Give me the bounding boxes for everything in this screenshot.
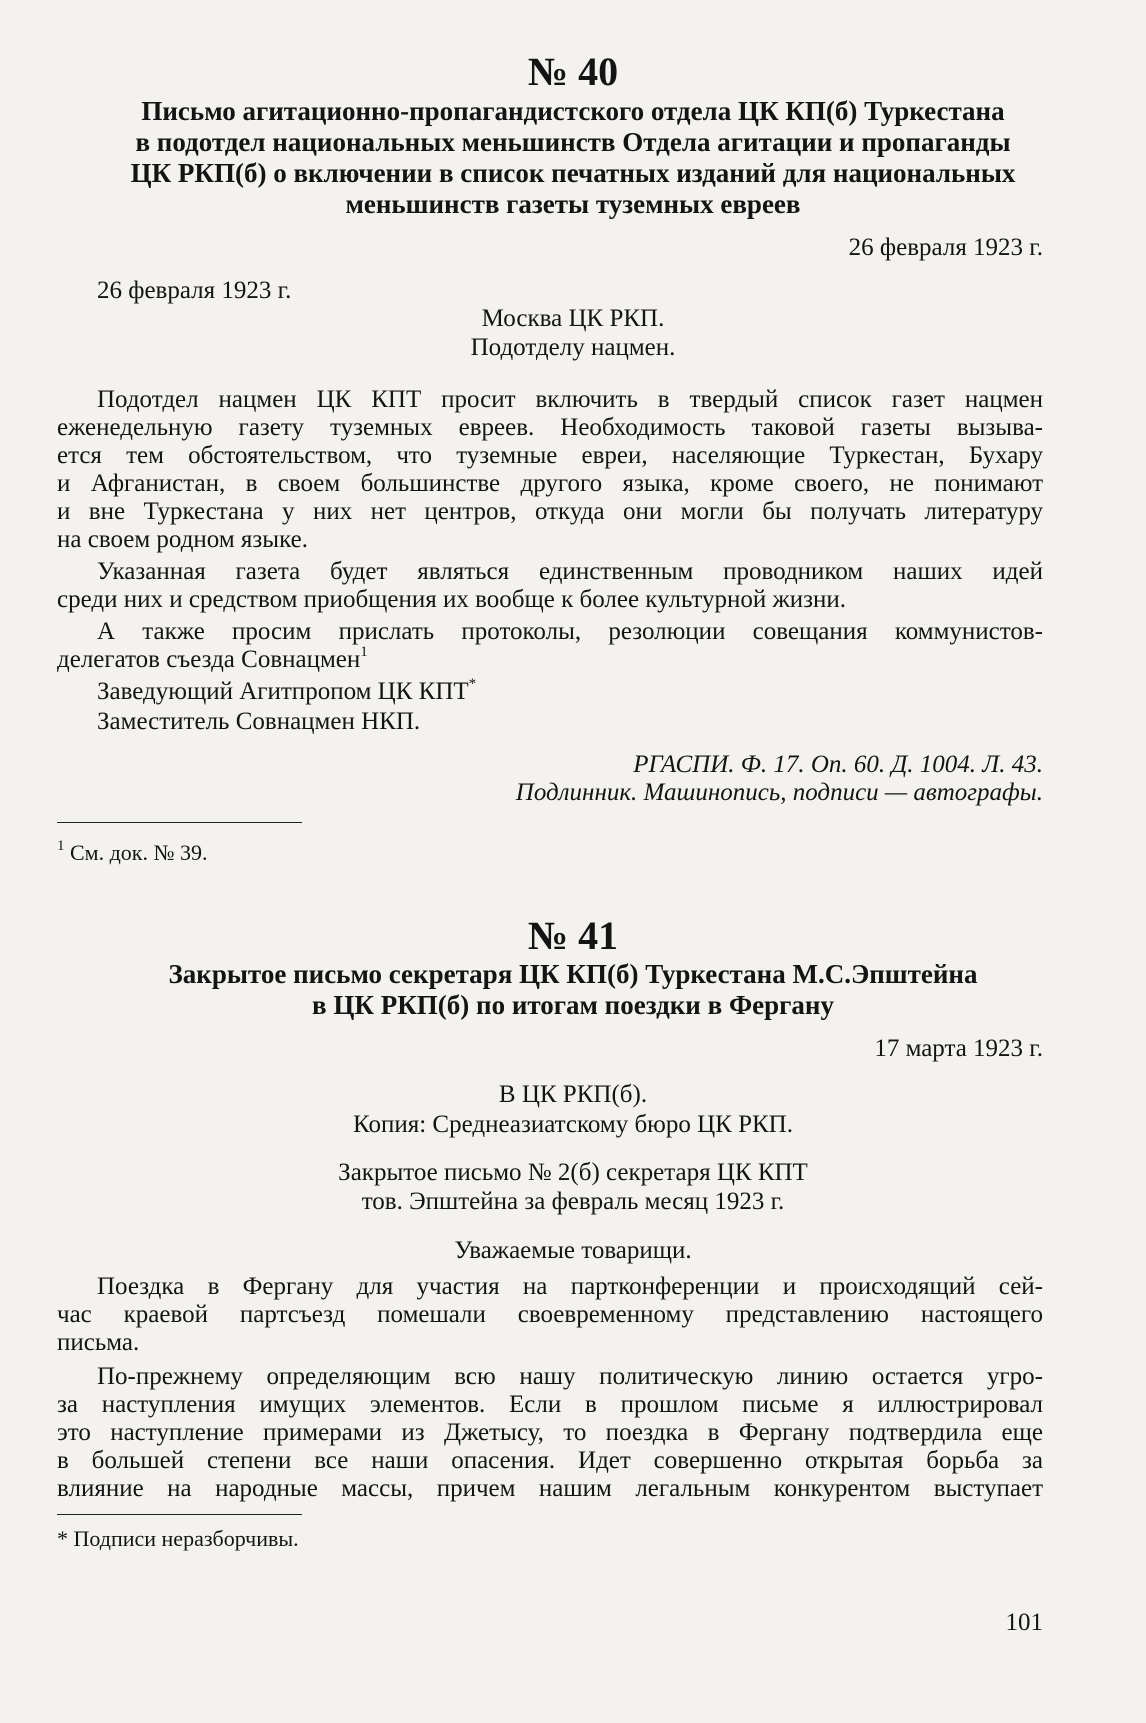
greeting: Уважаемые товарищи.: [454, 1237, 692, 1264]
signer-line: Заместитель Совнацмен НКП.: [97, 708, 421, 735]
paragraph-line: еженедельную газету туземных евреев. Необходимость таковой газеты вызыва-: [57, 414, 1043, 441]
document-40-number: № 40: [527, 49, 619, 94]
footnote-ref: 1: [360, 643, 368, 660]
document-40-date: 26 февраля 1923 г.: [848, 234, 1043, 261]
footnote: [57, 838, 207, 868]
footnote-text: См. док. № 39.: [64, 840, 208, 865]
footnote-mark: 1: [57, 837, 65, 854]
archive-reference: РГАСПИ. Ф. 17. Оп. 60. Д. 1004. Л. 43.: [633, 751, 1043, 778]
document-41-date: 17 марта 1923 г.: [874, 1035, 1043, 1062]
paragraph-line: среди них и средством приобщения их вообще к более культурной жизни.: [57, 586, 847, 613]
addressee-line: В ЦК РКП(б).: [498, 1081, 648, 1108]
footnote-mark: *: [57, 1526, 68, 1551]
document-40-title-line: меньшинств газеты туземных евреев: [345, 189, 801, 219]
document-41-number: № 41: [527, 913, 619, 958]
addressee-line: Москва ЦК РКП.: [481, 305, 665, 332]
paragraph-line: это наступление примерами из Джетысу, то поездка в Фергану подтвердила еще: [57, 1419, 1043, 1446]
paragraph-line: на своем родном языке.: [57, 526, 308, 553]
footnote: [57, 1524, 299, 1554]
paragraph-line: в большей степени все наши опасения. Идет совершенно открытая борьба за: [57, 1447, 1043, 1474]
document-40-title-line: ЦК РКП(б) о включении в список печатных изданий для национальных: [130, 158, 1016, 188]
paragraph-text: делегатов съезда Совнацмен: [57, 646, 361, 673]
paragraph-line: и Афганистан, в своем большинстве другого языка, кроме своего, не понимают: [57, 470, 1043, 497]
paragraph-line: [57, 645, 368, 675]
document-40-title-line: в подотдел национальных меньшинств Отдела агитации и пропаганды: [135, 127, 1011, 157]
paragraph-line: за наступления имущих элементов. Если в прошлом письме я иллюстрировал: [57, 1391, 1043, 1418]
document-41-title-line: Закрытое письмо секретаря ЦК КП(б) Туркестана М.С.Эпштейна: [168, 959, 978, 989]
copy-line: Копия: Среднеазиатскому бюро ЦК РКП.: [353, 1111, 793, 1138]
paragraph-line: А также просим прислать протоколы, резолюции совещания коммунистов-: [97, 618, 1043, 645]
page-number: 101: [1005, 1609, 1043, 1636]
paragraph-line: По-прежнему определяющим всю нашу политическую линию остается угро-: [97, 1363, 1043, 1390]
letter-title-line: тов. Эпштейна за февраль месяц 1923 г.: [361, 1188, 785, 1215]
paragraph-line: Поездка в Фергану для участия на партконференции и происходящий сей-: [97, 1273, 1043, 1300]
paragraph-line: час краевой партсъезд помешали своевременному представлению настоящего: [57, 1301, 1043, 1328]
signer-line: [97, 677, 476, 707]
letter-title-line: Закрытое письмо № 2(б) секретаря ЦК КПТ: [338, 1159, 808, 1186]
paragraph-line: ется тем обстоятельством, что туземные евреи, населяющие Туркестан, Бухару: [57, 442, 1043, 469]
paragraph-line: и вне Туркестана у них нет центров, откуда они могли бы получать литературу: [57, 498, 1043, 525]
paragraph-line: Указанная газета будет являться единственным проводником наших идей: [97, 558, 1043, 585]
footnote-divider: [57, 1514, 302, 1515]
paragraph-line: влияние на народные массы, причем нашим легальным конкурентом выступает: [57, 1475, 1043, 1502]
letter-date: 26 февраля 1923 г.: [97, 277, 292, 304]
paragraph-line: письма.: [57, 1329, 140, 1356]
paragraph-line: Подотдел нацмен ЦК КПТ просит включить в твердый список газет нацмен: [97, 386, 1043, 413]
signer-title: Заведующий Агитпропом ЦК КПТ: [97, 678, 469, 705]
addressee-line: Подотделу нацмен.: [470, 334, 676, 361]
archive-note: Подлинник. Машинопись, подписи — автографы.: [515, 779, 1043, 806]
footnote-text: Подписи неразборчивы.: [68, 1526, 299, 1551]
document-41-title-line: в ЦК РКП(б) по итогам поездки в Фергану: [312, 990, 834, 1020]
footnote-ref: *: [468, 675, 477, 692]
document-40-title-line: Письмо агитационно-пропагандистского отдела ЦК КП(б) Туркестана: [141, 96, 1005, 126]
footnote-divider: [57, 822, 302, 823]
